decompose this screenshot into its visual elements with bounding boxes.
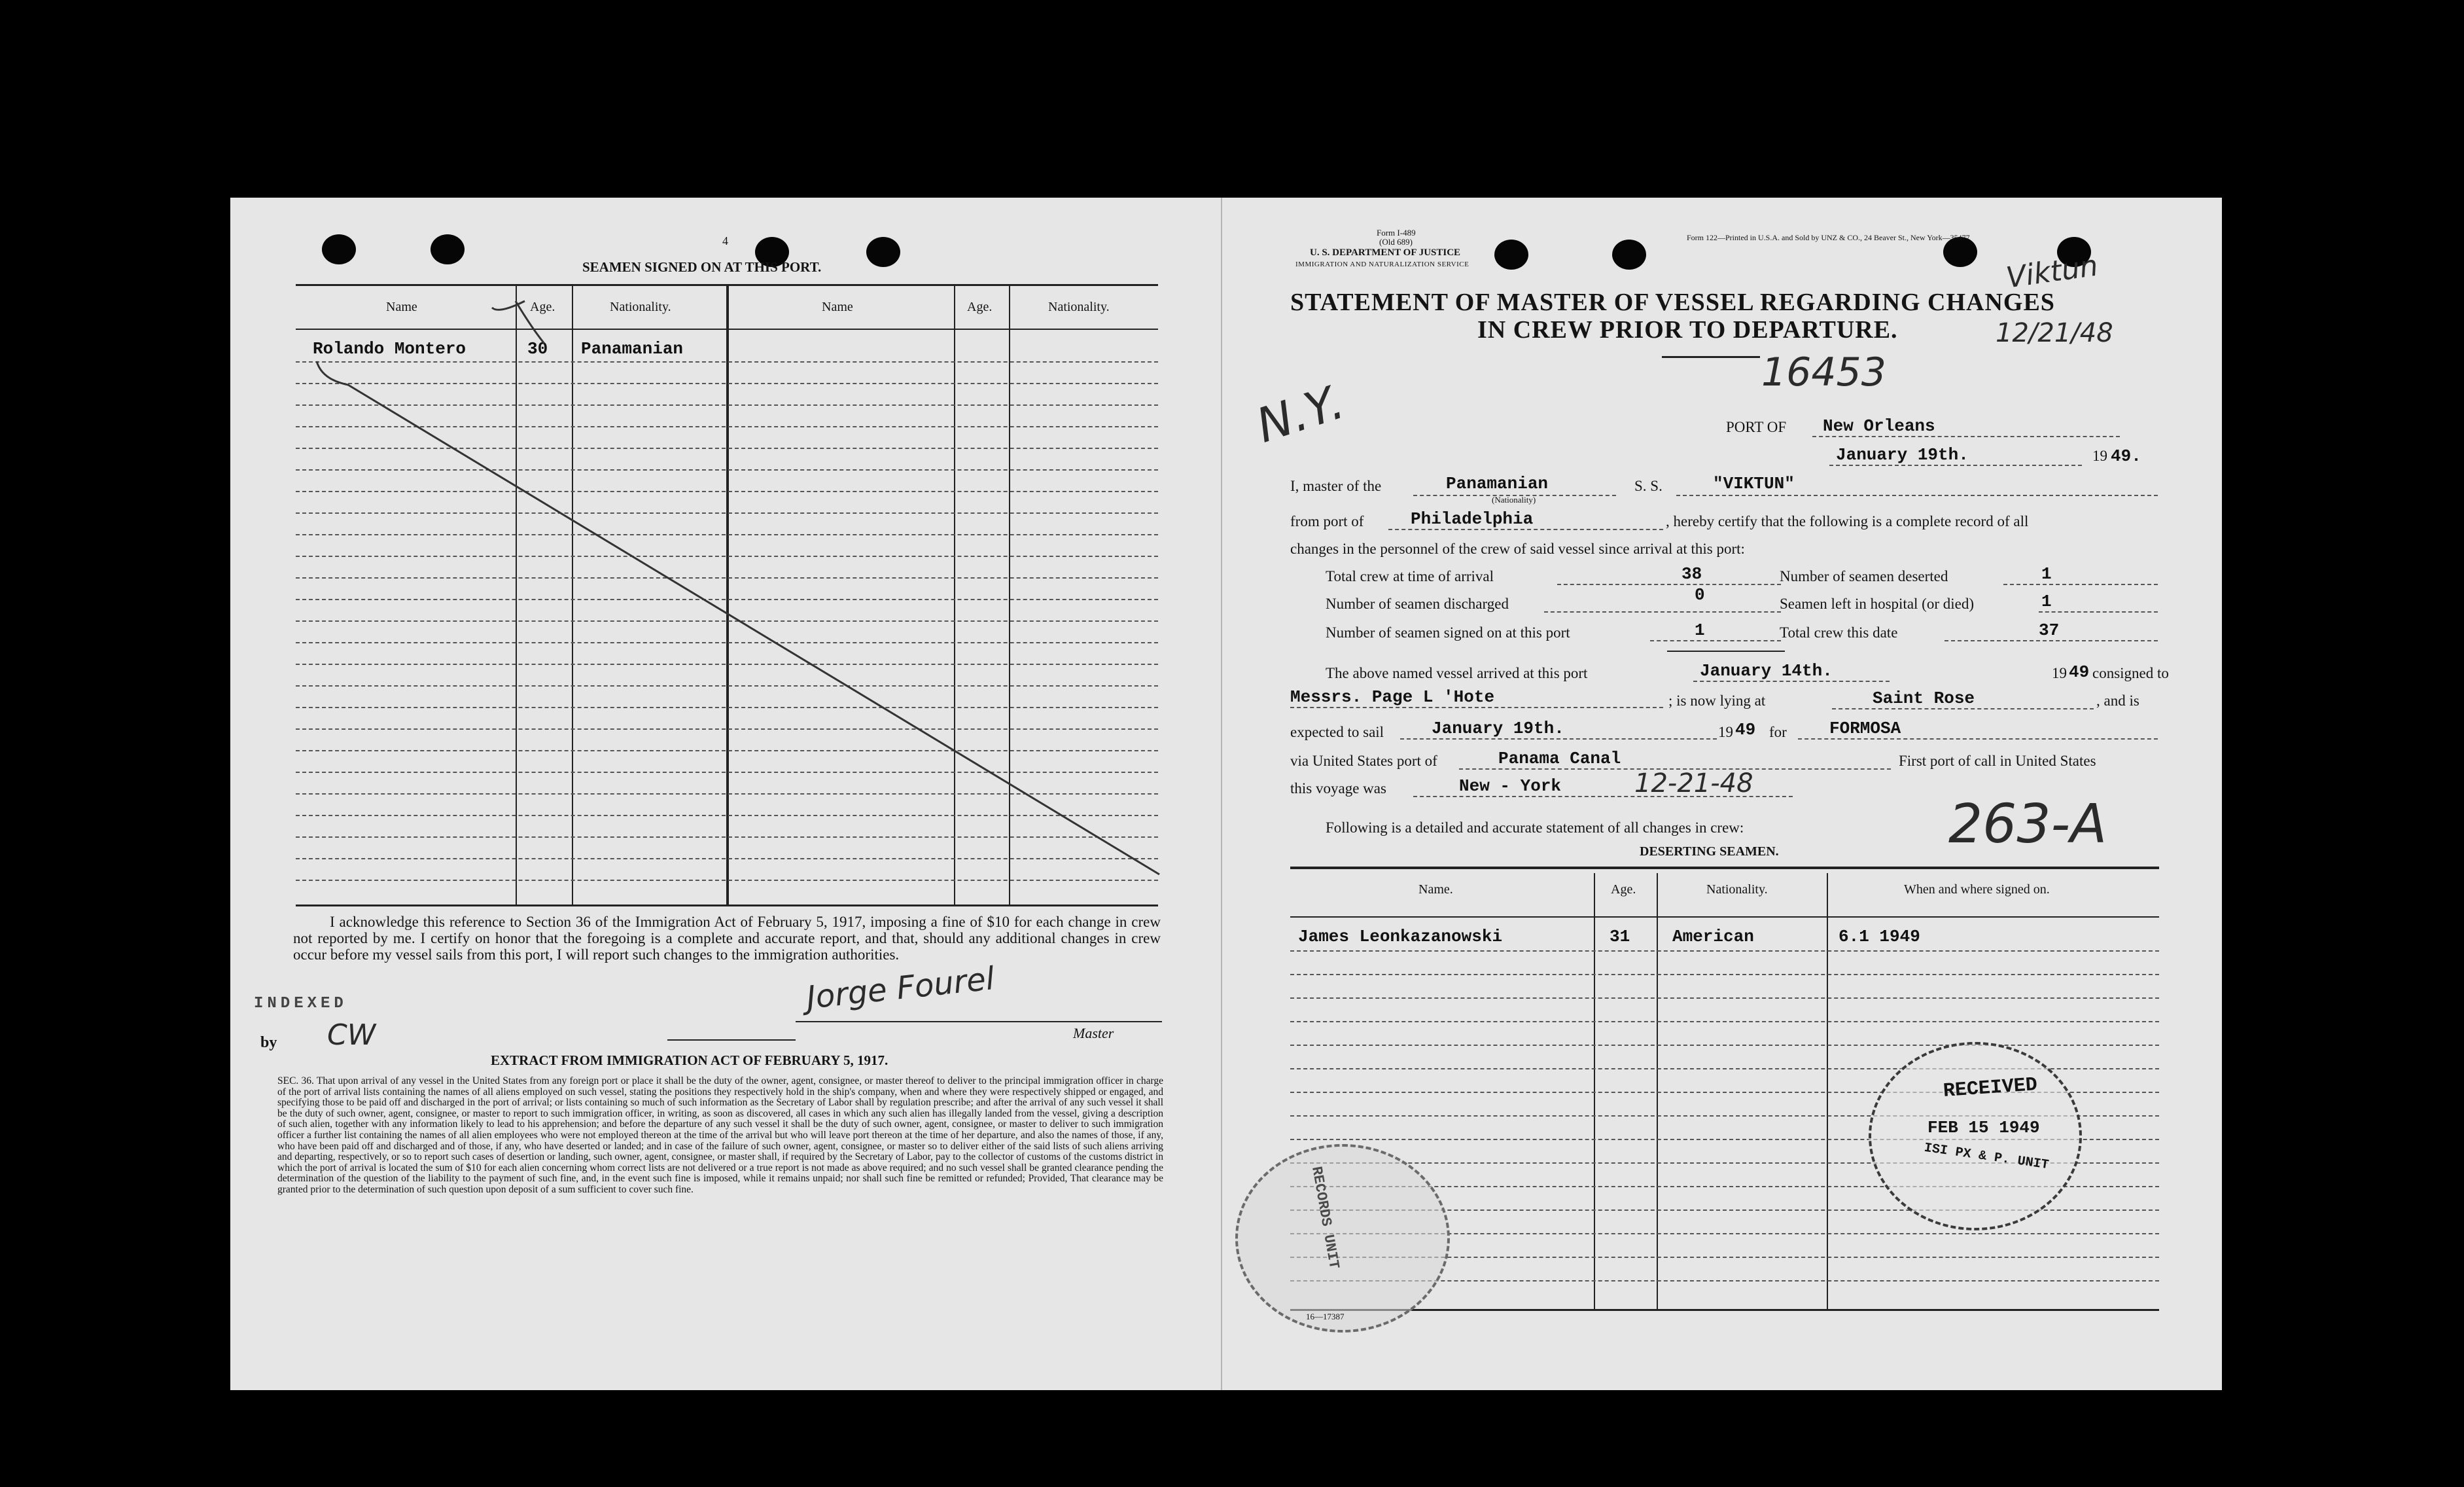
total-crew-arrival-label: Total crew at time of arrival <box>1326 568 1494 584</box>
desert-col-signed: When and where signed on. <box>1904 882 2050 897</box>
form-footer: 16—17387 <box>1306 1312 1345 1321</box>
consigned-label: consigned to <box>2092 665 2169 681</box>
stamp-received-text: RECEIVED <box>1942 1074 2039 1103</box>
row-rule <box>1290 950 2159 952</box>
stats-underline <box>1667 651 1785 652</box>
column-header-age: Age. <box>530 300 555 314</box>
seaman-nationality: Panamanian <box>581 339 684 359</box>
master-label: Master <box>1073 1025 1114 1041</box>
records-stamp-text: RECORDS UNIT <box>1308 1165 1343 1270</box>
stamp-unit-text: ISI PX & P. UNIT <box>1923 1140 2050 1173</box>
signature-rule <box>667 1039 796 1041</box>
title-underline <box>1662 356 1760 358</box>
discharged-label: Number of seamen discharged <box>1326 596 1509 612</box>
extract-text: SEC. 36. That upon arrival of any vessel in the United States from any foreign port or place it shall be the duty of the owner, agent, consignee, or master thereof to deliver to the principal immigration officer in charge of the port of arrival lists containing the names of all aliens employed on such vessel, stating the positions they respectively hold in the ship's company, when and where they were respectively shipped or engaged, and specifying those to be paid off and discharged in the port of arrival; or lists containing so much of such information as the Secretary of Labor shall by regulation prescribe; and after the arrival of any such vessel it shall be the duty of such owner, agent, consignee, or master to report to such immigration officer, in writing, as soon as discovered, all cases in which any such alien has illegally landed from the vessel, giving a description of such alien, together with any information likely to lead to his apprehension; and before the departure of any such vessel it shall be the duty of such owner, agent, consignee, or master to deliver to such immigration officer a further list containing the names of all alien employees who were not employed thereon at the time of the arrival but who will leave port thereon at the time of her departure, and also the names of those, if any, who have been paid off and discharged and of those, if any, who have deserted or landed; and in case of the failure of such owner, agent, consignee, or master so to deliver either of the said lists of such aliens arriving and departing, respectively, or so to report such cases of desertion or landing, such owner, agent, consignee, or master shall, if required by the Secretary of Labor, pay to the collector of customs of the customs district in which the port of arrival is located the sum of $10 for each alien concerning whom correct lists are not delivered or a true report is not made as above required; and no such vessel shall be granted clearance pending the determination of the question of the liability to the payment of such fine, and, in the event such fine is imposed, while it remains unpaid; nor shall such fine be remitted or refunded; Provided, That clearance may be granted prior to the determination of such question upon deposit of a sum sufficient to cover such fine. <box>277 1075 1163 1195</box>
following-text: Following is a detailed and accurate statement of all changes in crew: <box>1326 819 1744 836</box>
desert-col-nationality: Nationality. <box>1706 882 1768 897</box>
port-label: PORT OF <box>1726 419 1787 435</box>
department: U. S. DEPARTMENT OF JUSTICE <box>1310 247 1461 258</box>
table-bottom-border <box>296 905 1158 906</box>
desert-table-header <box>1290 916 2159 918</box>
column-header-nationality: Nationality. <box>610 300 671 314</box>
desert-col-divider <box>1657 873 1658 1309</box>
dotted-rule <box>1290 707 1663 708</box>
signed-on-label: Number of seamen signed on at this port <box>1326 624 1570 641</box>
year-prefix: 19 <box>2092 448 2107 464</box>
dotted-rule <box>1812 436 2120 437</box>
extract-title: EXTRACT FROM IMMIGRATION ACT OF FEBRUARY 5, 1917. <box>491 1052 889 1068</box>
punch-hole <box>322 234 356 264</box>
deserter-age: 31 <box>1610 927 1630 946</box>
printer-line: Form 122—Printed in U.S.A. and Sold by UNZ & CO., 24 Beaver St., New York—35477 <box>1687 233 1970 242</box>
total-crew-date-value: 37 <box>2039 620 2060 640</box>
for-label: for <box>1769 724 1787 740</box>
discharged-value: 0 <box>1695 585 1705 605</box>
dotted-rule <box>1557 584 1781 585</box>
row-rule <box>296 880 1158 881</box>
lying-label: ; is now lying at <box>1668 692 1766 709</box>
stamp-date-text: FEB 15 1949 <box>1927 1118 2040 1138</box>
dotted-rule <box>1413 796 1793 797</box>
punch-hole <box>866 237 900 267</box>
signature-line <box>796 1021 1162 1022</box>
dotted-rule <box>1945 640 2158 641</box>
form-title-line2: IN CREW PRIOR TO DEPARTURE. <box>1477 316 1898 344</box>
nationality-caption: (Nationality) <box>1492 495 1536 505</box>
dotted-rule <box>1798 738 2158 740</box>
first-port-label: First port of call in United States <box>1899 753 2096 769</box>
first-port-value: New - York <box>1459 776 1562 796</box>
desert-col-name: Name. <box>1418 882 1453 897</box>
indexed-by-label: by <box>260 1034 277 1051</box>
and-is-text: , and is <box>2096 692 2139 709</box>
seaman-age: 30 <box>527 339 548 359</box>
arrived-year-suffix: 49 <box>2069 662 2090 682</box>
master-of-label: I, master of the <box>1290 478 1382 494</box>
desert-table-bottom <box>1290 1309 2159 1311</box>
total-crew-date-label: Total crew this date <box>1780 624 1898 641</box>
sail-label: expected to sail <box>1290 724 1384 740</box>
lying-at: Saint Rose <box>1873 689 1975 708</box>
page-number: 4 <box>722 234 728 247</box>
arrived-year-prefix: 19 <box>2052 665 2067 681</box>
hospital-value: 1 <box>2041 592 2052 611</box>
indexed-stamp: INDEXED <box>254 995 347 1012</box>
changes-text: changes in the personnel of the crew of said vessel since arrival at this port: <box>1290 541 1745 557</box>
dotted-rule <box>1650 640 1781 641</box>
column-header-name: Name <box>822 300 853 314</box>
page-fold <box>1221 198 1222 1390</box>
dotted-rule <box>1693 681 1890 682</box>
signed-on-value: 1 <box>1695 620 1705 640</box>
form-number: Form I-489 <box>1377 228 1416 238</box>
handwritten-initials: N.Y. <box>1250 374 1351 454</box>
first-port-date: 12-21-48 <box>1634 768 1753 798</box>
from-port-value: Philadelphia <box>1411 509 1534 529</box>
acknowledgment-text: I acknowledge this reference to Section 36 of the Immigration Act of February 5, 1917, imposing a fine of $10 for each change in crew not reported by me. I certify on honor that the foregoing is a complete and accurate report, and that, should any additional changes in crew occur before my vessel sails from this port, I will report such changes to the immigration authorities. <box>293 914 1161 963</box>
sail-year-prefix: 19 <box>1718 724 1733 740</box>
indexed-initials: CW <box>327 1018 376 1052</box>
punch-hole <box>1494 240 1528 270</box>
row-rule <box>1290 1045 2159 1046</box>
deserter-nationality: American <box>1672 927 1754 946</box>
row-rule <box>1290 974 2159 975</box>
column-header-nationality: Nationality. <box>1048 300 1110 314</box>
dotted-rule <box>2003 584 2158 585</box>
form-old-number: (Old 689) <box>1379 237 1413 247</box>
handwritten-file-number: 263-A <box>1948 793 2107 855</box>
desert-col-age: Age. <box>1611 882 1636 897</box>
vessel-nationality: Panamanian <box>1446 474 1549 493</box>
arrived-label: The above named vessel arrived at this port <box>1326 665 1588 681</box>
column-header-name: Name <box>386 300 417 314</box>
column-header-age: Age. <box>967 300 993 314</box>
via-label: via United States port of <box>1290 753 1437 769</box>
handwritten-number: 16453 <box>1761 349 1886 395</box>
master-signature: Jorge Fourel <box>804 960 996 1016</box>
dotted-rule <box>1544 611 1781 613</box>
records-stamp <box>1235 1144 1450 1333</box>
seaman-name: Rolando Montero <box>313 339 466 359</box>
row-rule <box>1290 1021 2159 1022</box>
deserter-signed-on: 6.1 1949 <box>1839 927 1920 946</box>
cancel-line <box>296 288 1166 877</box>
year-suffix: 49. <box>2111 446 2141 466</box>
dotted-rule <box>1676 495 2158 496</box>
form-date: January 19th. <box>1836 445 1969 465</box>
punch-hole <box>431 234 465 264</box>
vessel-name: "VIKTUN" <box>1713 474 1795 493</box>
dotted-rule <box>1829 465 2082 466</box>
row-rule <box>1290 997 2159 999</box>
via-port: Panama Canal <box>1498 749 1621 768</box>
desert-table-top <box>1290 867 2159 869</box>
destination: FORMOSA <box>1829 719 1901 738</box>
deserted-label: Number of seamen deserted <box>1780 568 1948 584</box>
dotted-rule <box>1400 738 1717 740</box>
ss-label: S. S. <box>1634 478 1663 494</box>
deserting-title: DESERTING SEAMEN. <box>1640 844 1779 859</box>
sail-year-suffix: 49 <box>1735 720 1756 740</box>
arrived-date: January 14th. <box>1700 661 1833 681</box>
port-value: New Orleans <box>1823 416 1935 436</box>
certify-text: , hereby certify that the following is a complete record of all <box>1666 513 2029 529</box>
form-title-line1: STATEMENT OF MASTER OF VESSEL REGARDING CHANGES <box>1290 289 2055 316</box>
deserter-name: James Leonkazanowski <box>1298 927 1503 946</box>
dotted-rule <box>1832 708 2094 709</box>
punch-hole <box>1612 240 1646 270</box>
left-page-title: SEAMEN SIGNED ON AT THIS PORT. <box>582 259 822 275</box>
service: IMMIGRATION AND NATURALIZATION SERVICE <box>1295 260 1470 268</box>
from-port-label: from port of <box>1290 513 1364 529</box>
dotted-rule <box>1388 529 1663 530</box>
total-crew-arrival-value: 38 <box>1681 564 1702 584</box>
voyage-label: this voyage was <box>1290 780 1386 797</box>
desert-col-divider <box>1594 873 1595 1309</box>
consignee: Messrs. Page L 'Hote <box>1290 687 1495 707</box>
desert-col-divider <box>1827 873 1828 1309</box>
dotted-rule <box>2039 611 2158 613</box>
hospital-label: Seamen left in hospital (or died) <box>1780 596 1975 612</box>
handwritten-vessel: Viktun <box>2004 249 2100 295</box>
deserted-value: 1 <box>2041 564 2052 584</box>
handwritten-date: 12/21/48 <box>1996 318 2113 348</box>
sail-date: January 19th. <box>1432 719 1564 738</box>
